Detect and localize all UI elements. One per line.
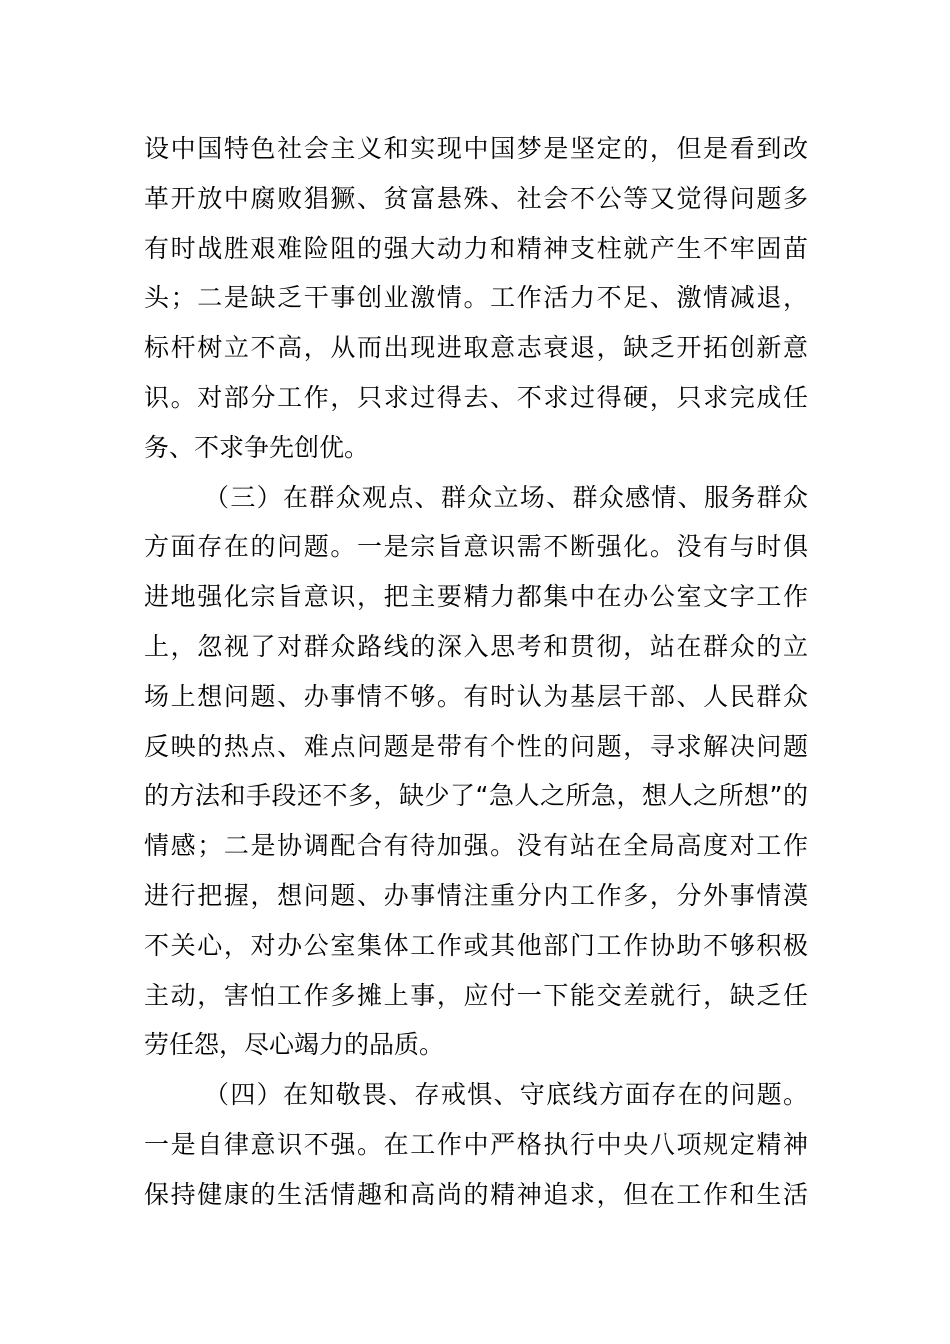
text-line: 的方法和手段还不多，缺少了“急人之所急，想人之所想”的 <box>144 781 808 811</box>
text-line: 反映的热点、难点问题是带有个性的问题，寻求解决问题 <box>144 731 808 761</box>
paragraph-end-line: 务、不求争先创优。 <box>144 432 370 462</box>
paragraph-end-line: 劳任怨，尽心竭力的品质。 <box>144 1030 445 1060</box>
text-line: 识。对部分工作，只求过得去、不求过得硬，只求完成任 <box>144 382 808 412</box>
section-heading-line: （四）在知敬畏、存戒惧、守底线方面存在的问题。 <box>204 1080 808 1110</box>
text-line: 进行把握，想问题、办事情注重分内工作多，分外事情漠 <box>144 880 808 910</box>
text-line: 进地强化宗旨意识，把主要精力都集中在办公室文字工作 <box>144 582 808 612</box>
text-line: 场上想问题、办事情不够。有时认为基层干部、人民群众 <box>144 681 808 711</box>
body-text <box>144 124 808 1220</box>
text-line: 一是自律意识不强。在工作中严格执行中央八项规定精神 <box>144 1129 808 1159</box>
section-heading-line: （三）在群众观点、群众立场、群众感情、服务群众 <box>204 482 808 512</box>
text-line: 上，忽视了对群众路线的深入思考和贯彻，站在群众的立 <box>144 631 808 661</box>
text-line: 方面存在的问题。一是宗旨意识需不断强化。没有与时俱 <box>144 532 808 562</box>
text-line: 有时战胜艰难险阻的强大动力和精神支柱就产生不牢固苗 <box>144 233 808 263</box>
text-line: 主动，害怕工作多摊上事，应付一下能交差就行，缺乏任 <box>144 980 808 1010</box>
text-line: 保持健康的生活情趣和高尚的精神追求，但在工作和生活 <box>144 1179 808 1209</box>
text-line: 革开放中腐败猖獗、贫富悬殊、社会不公等又觉得问题多 <box>144 183 808 213</box>
text-line: 标杆树立不高，从而出现进取意志衰退，缺乏开拓创新意 <box>144 333 808 363</box>
text-line: 头；二是缺乏干事创业激情。工作活力不足、激情减退， <box>144 283 808 313</box>
text-line: 情感；二是协调配合有待加强。没有站在全局高度对工作 <box>144 831 808 861</box>
text-line: 不关心，对办公室集体工作或其他部门工作协助不够积极 <box>144 930 808 960</box>
text-line: 设中国特色社会主义和实现中国梦是坚定的，但是看到改 <box>144 134 808 163</box>
